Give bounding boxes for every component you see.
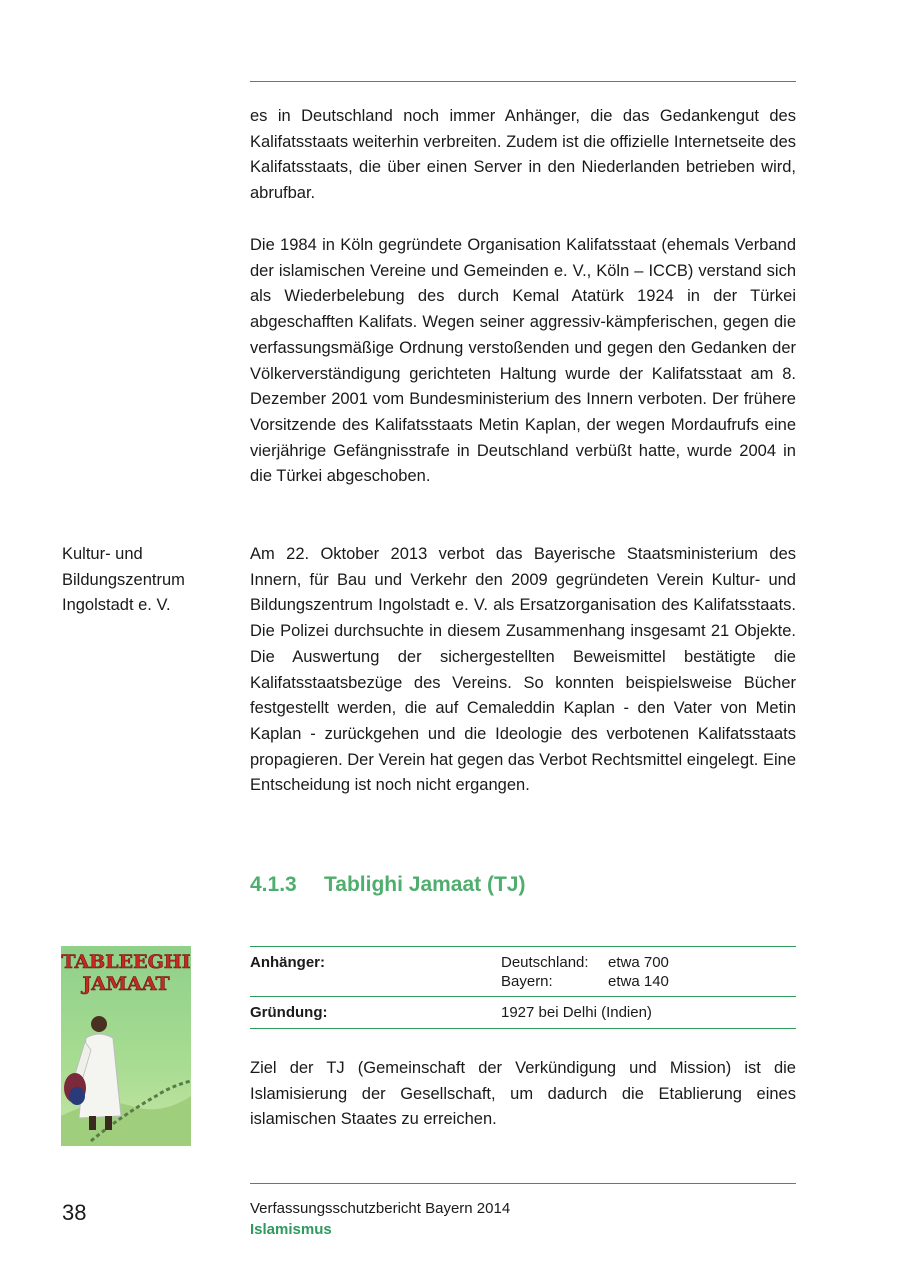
table-value-gruendung: 1927 bei Delhi (Indien) xyxy=(501,1004,652,1021)
section-number: 4.1.3 xyxy=(250,873,297,896)
table-label-gruendung: Gründung: xyxy=(250,1004,328,1021)
table-rule-middle xyxy=(250,996,796,997)
top-rule xyxy=(250,81,796,82)
footer-publication: Verfassungsschutzbericht Bayern 2014 xyxy=(250,1200,511,1217)
section-title: Tablighi Jamaat (TJ) xyxy=(324,873,526,896)
table-value-bayern: etwa 140 xyxy=(608,973,669,990)
page-number: 38 xyxy=(62,1200,87,1225)
sidenote-ingolstadt: Kultur- und Bildungszentrum Ingolstadt e. V. xyxy=(62,545,185,615)
table-region-deutschland: Deutschland: xyxy=(501,954,589,971)
table-rule-top xyxy=(250,946,796,947)
paragraph-1: es in Deutschland noch immer Anhänger, die das Gedankengut des Kalifatsstaats weiterhin verbreiten. Zudem ist die offizielle Internetseite des Kalifatsstaats, die über einen Server in den Niederlanden betrieben wird, abrufbar. xyxy=(250,107,796,203)
book-title-line2: JAMAAT xyxy=(82,973,170,995)
table-value-deutschland: etwa 700 xyxy=(608,954,669,971)
footer-rule xyxy=(250,1183,796,1184)
paragraph-2: Die 1984 in Köln gegründete Organisation Kalifatsstaat (ehemals Verband der islamischen Vereine und Gemeinden e. V., Köln – ICCB) verstand sich als Wiederbelebung des durch Kemal Atatürk 1924 in der Türkei abgeschafften Kalifats. Wegen seiner aggressiv-kämpferischen, gegen die verfassungsmäßige Ordnung verstoßenden und gegen den Gedanken der Völkerverständigung gerichteten Haltung wurde der Kalifatsstaat am 8. Dezember 2001 vom Bundesministerium des Innern verboten. Der frühere Vorsitzende des Kalifatsstaats Metin Kaplan, der wegen Mordaufrufs eine vierjährige Gefängnisstrafe in Deutschland verbüßt hatte, wurde 2004 in die Türkei abgeschoben. xyxy=(250,236,796,486)
paragraph-3: Am 22. Oktober 2013 verbot das Bayerische Staatsministerium des Innern, für Bau und Verkehr den 2009 gegründeten Verein Kultur- und Bildungszentrum Ingolstadt e. V. als Ersatzorganisation des Kalifatsstaats. Die Polizei durchsuchte in diesem Zusammenhang insgesamt 21 Objekte. Die Auswertung der sichergestellten Beweismittel bestätigte die Kalifatsstaatsbezüge des Vereins. So konnten beispielsweise Bücher festgestellt werden, die auf Cemaleddin Kaplan - den Vater von Metin Kaplan - zurückgehen und die Ideologie des verbotenen Kalifatsstaats propagieren. Der Verein hat gegen das Verbot Rechtsmittel eingelegt. Eine Entscheidung ist noch nicht ergangen. xyxy=(250,545,796,795)
table-region-bayern: Bayern: xyxy=(501,973,553,990)
table-rule-bottom xyxy=(250,1028,796,1029)
table-label-anhaenger: Anhänger: xyxy=(250,954,325,971)
footer-chapter: Islamismus xyxy=(250,1221,332,1238)
paragraph-4: Ziel der TJ (Gemeinschaft der Verkündigung und Mission) ist die Islamisierung der Gesellschaft, um dadurch die Etablierung eines islamischen Staates zu erreichen. xyxy=(250,1059,796,1129)
section-heading xyxy=(250,873,525,897)
book-cover-image xyxy=(61,946,191,1146)
book-title-line1: TABLEEGHI xyxy=(61,951,191,973)
